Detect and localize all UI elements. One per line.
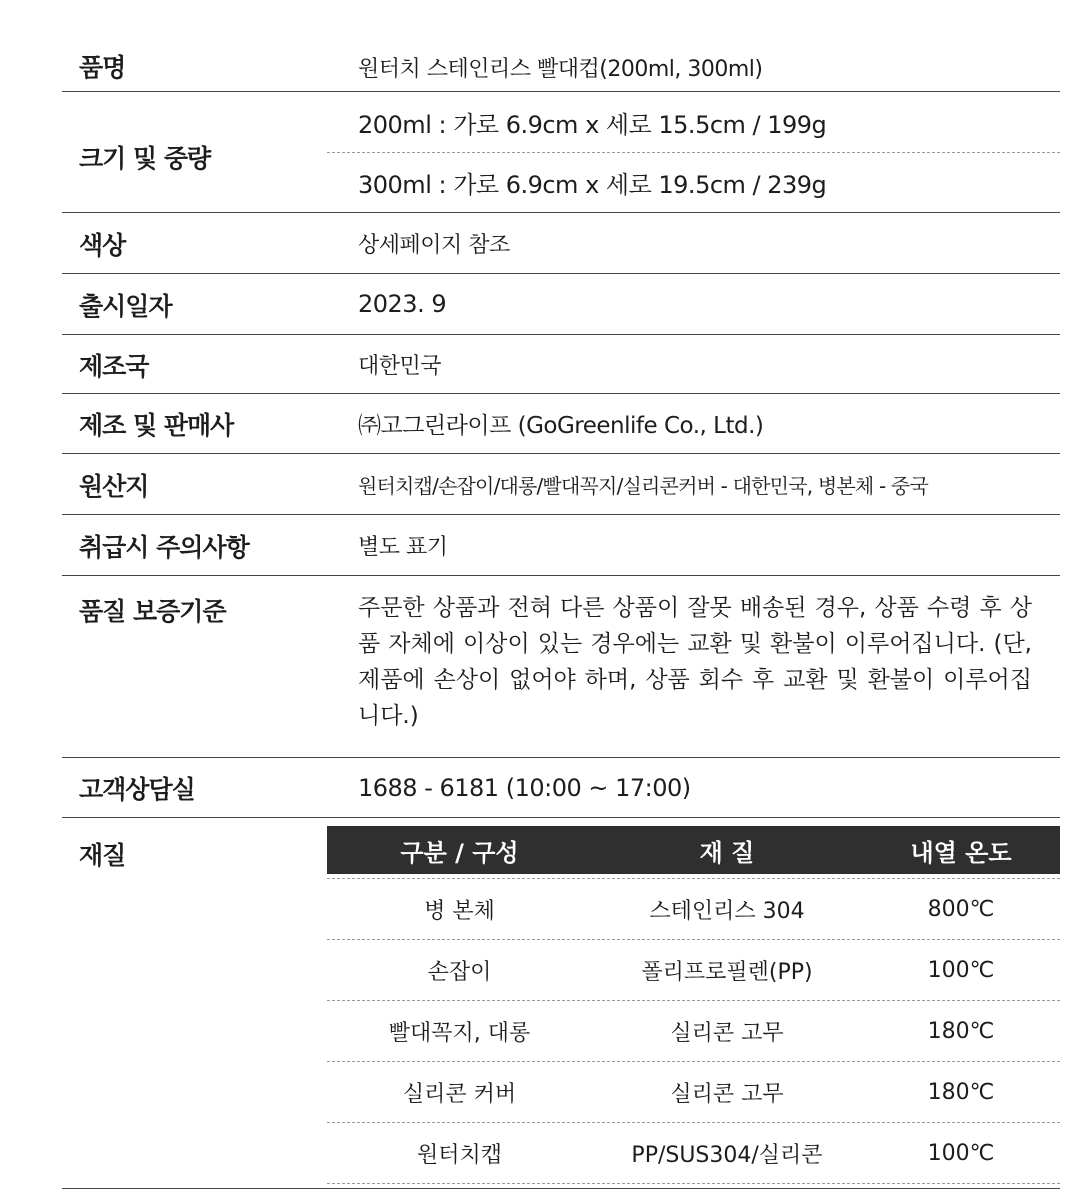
label-product-name: 품명 <box>79 53 126 82</box>
table-row <box>327 1062 1060 1123</box>
cell-material: 실리콘 고무 <box>670 1020 784 1046</box>
cell-heat: 100℃ <box>927 1140 995 1166</box>
row-size-weight <box>62 92 1060 213</box>
label-color: 색상 <box>79 230 126 260</box>
cell-component: 병 본체 <box>424 898 495 924</box>
material-header <box>327 826 1060 874</box>
row-support <box>62 758 1060 818</box>
table-row <box>327 940 1060 1001</box>
label-size-weight: 크기 및 중량 <box>79 144 211 173</box>
label-support: 고객상담실 <box>79 775 195 804</box>
value-maker: ㈜고그린라이프 (GoGreenlife Co., Ltd.) <box>327 394 1060 454</box>
row-origin <box>62 454 1060 515</box>
value-size-200: 200ml : 가로 6.9cm x 세로 15.5cm / 199g <box>327 92 1060 153</box>
cell-component: 빨대꼭지, 대롱 <box>388 1020 531 1046</box>
label-origin: 원산지 <box>79 471 149 501</box>
cell-heat: 180℃ <box>927 1079 995 1105</box>
header-component: 구분 / 구성 <box>400 838 519 867</box>
material-table <box>327 826 1060 1184</box>
row-country <box>62 335 1060 394</box>
value-caution: 별도 표기 <box>327 515 1060 576</box>
cell-material: 스테인리스 304 <box>649 898 805 924</box>
cell-heat: 800℃ <box>927 896 995 922</box>
row-product-name <box>62 0 1060 92</box>
spec-table <box>62 0 1060 1189</box>
row-maker <box>62 394 1060 454</box>
header-heat: 내열 온도 <box>910 838 1012 867</box>
row-release-date <box>62 274 1060 335</box>
cell-material: 실리콘 고무 <box>670 1081 784 1107</box>
value-color: 상세페이지 참조 <box>327 213 1060 274</box>
row-quality <box>62 576 1060 758</box>
label-caution: 취급시 주의사항 <box>79 532 249 562</box>
header-material: 재 질 <box>699 838 755 867</box>
cell-material: 폴리프로필렌(PP) <box>641 959 813 985</box>
value-product-name: 원터치 스테인리스 빨대컵(200ml, 300ml) <box>327 0 1060 92</box>
label-quality: 품질 보증기준 <box>79 597 226 626</box>
cell-heat: 180℃ <box>927 1018 995 1044</box>
row-material <box>62 818 1060 1189</box>
label-maker: 제조 및 판매사 <box>79 411 234 440</box>
value-size-300: 300ml : 가로 6.9cm x 세로 19.5cm / 239g <box>327 153 1060 213</box>
cell-component: 원터치캡 <box>416 1142 502 1168</box>
row-caution <box>62 515 1060 576</box>
label-material: 재질 <box>79 841 126 870</box>
label-country: 제조국 <box>79 351 149 381</box>
table-row <box>327 1001 1060 1062</box>
cell-component: 손잡이 <box>427 959 492 985</box>
value-origin: 원터치캡/손잡이/대롱/빨대꼭지/실리콘커버 - 대한민국, 병본체 - 중국 <box>327 454 1060 515</box>
table-row <box>327 878 1060 940</box>
label-release-date: 출시일자 <box>79 291 172 321</box>
row-color <box>62 213 1060 274</box>
cell-heat: 100℃ <box>927 957 995 983</box>
cell-component: 실리콘 커버 <box>402 1081 517 1107</box>
value-quality: 주문한 상품과 전혀 다른 상품이 잘못 배송된 경우, 상품 수령 후 상품 자체에 이상이 있는 경우에는 교환 및 환불이 이루어집니다. (단, 제품에 손상이 없어야 하며, 상품 회수 후 교환 및 환불이 이루어집니다.) <box>327 576 1060 758</box>
cell-material: PP/SUS304/실리콘 <box>631 1142 823 1168</box>
value-country: 대한민국 <box>327 335 1060 394</box>
table-row <box>327 1123 1060 1184</box>
value-release-date: 2023. 9 <box>327 274 1060 335</box>
value-support: 1688 - 6181 (10:00 ~ 17:00) <box>327 758 1060 818</box>
